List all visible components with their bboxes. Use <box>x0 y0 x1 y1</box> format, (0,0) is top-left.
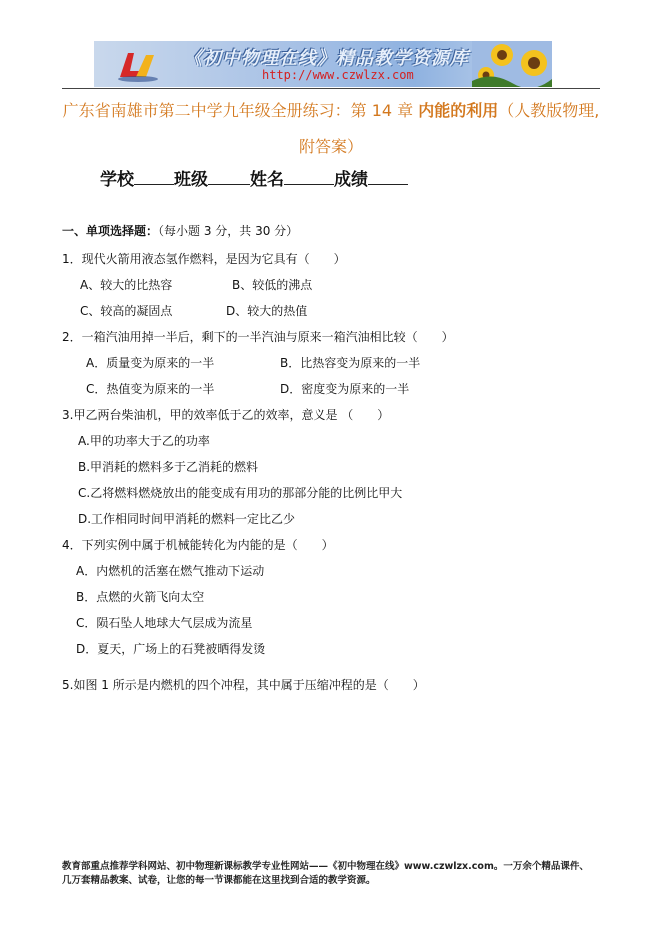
question-2-option-a: A．质量变为原来的一半 <box>86 356 215 370</box>
class-label: 班级 <box>174 170 208 190</box>
school-label: 学校 <box>100 170 134 190</box>
student-info-line <box>100 165 408 190</box>
question-1-option-d: D、较大的热值 <box>226 304 308 318</box>
question-1-option-b: B、较低的沸点 <box>232 278 313 292</box>
footer-line-2: 几万套精品教案、试卷，让您的每一节课都能在这里找到合适的教学资源。 <box>62 875 376 886</box>
question-5-stem: 5.如图 1 所示是内燃机的四个冲程，其中属于压缩冲程的是（ ） <box>62 678 425 692</box>
class-blank[interactable] <box>208 166 250 185</box>
question-1-stem: 1．现代火箭用液态氢作燃料，是因为它具有（ ） <box>62 252 346 266</box>
question-2-option-b: B．比热容变为原来的一半 <box>280 356 421 370</box>
sunflower-icon <box>472 41 552 87</box>
banner-site-title: 《初中物理在线》精品教学资源库 <box>184 48 469 69</box>
section-note: （每小题 3 分，共 30 分） <box>158 224 299 238</box>
question-4-option-b: B．点燃的火箭飞向太空 <box>76 590 205 604</box>
question-4-stem: 4．下列实例中属于机械能转化为内能的是（ ） <box>62 538 334 552</box>
title-part2: （人教版物理, <box>498 101 600 120</box>
name-blank[interactable] <box>284 166 334 185</box>
banner-url[interactable]: http://www.czwlzx.com <box>262 68 414 82</box>
title-bold: 内能的利用 <box>418 101 499 120</box>
question-4-option-a: A．内燃机的活塞在燃气推动下运动 <box>76 564 265 578</box>
score-label: 成绩 <box>334 170 368 190</box>
question-4-option-c: C．陨石坠人地球大气层成为流星 <box>76 616 253 630</box>
document-title <box>62 93 600 165</box>
site-logo-icon <box>116 47 160 83</box>
header-banner <box>94 41 552 87</box>
question-2-stem: 2．一箱汽油用掉一半后，剩下的一半汽油与原来一箱汽油相比较（ ） <box>62 330 454 344</box>
title-line2: 附答案） <box>298 137 363 156</box>
score-blank[interactable] <box>368 166 408 185</box>
question-3-option-a: A.甲的功率大于乙的功率 <box>78 434 210 448</box>
question-2-option-c: C．热值变为原来的一半 <box>86 382 215 396</box>
question-1-option-a: A、较大的比热容 <box>80 278 173 292</box>
page-footer <box>62 860 622 888</box>
title-part1: 广东省南雄市第二中学九年级全册练习：第 14 章 <box>62 101 419 120</box>
question-3-option-c: C.乙将燃料燃烧放出的能变成有用功的那部分能的比例比甲大 <box>78 486 403 500</box>
question-2-option-d: D．密度变为原来的一半 <box>280 382 410 396</box>
name-label: 姓名 <box>250 170 284 190</box>
question-1-option-c: C、较高的凝固点 <box>80 304 173 318</box>
question-3-option-d: D.工作相同时间甲消耗的燃料一定比乙少 <box>78 512 296 526</box>
footer-line-1: 教育部重点推荐学科网站、初中物理新课标教学专业性网站——《初中物理在线》www.czwlzx.com。一万余个精品课件、 <box>62 861 589 872</box>
question-4-option-d: D．夏天，广场上的石凳被晒得发烫 <box>76 642 266 656</box>
question-3-option-b: B.甲消耗的燃料多于乙消耗的燃料 <box>78 460 259 474</box>
header-divider <box>62 88 600 89</box>
question-3-stem: 3.甲乙两台柴油机，甲的效率低于乙的效率，意义是 （ ） <box>62 408 390 422</box>
school-blank[interactable] <box>134 166 174 185</box>
section-heading <box>62 222 298 239</box>
section-title: 一、单项选择题： <box>62 224 159 238</box>
